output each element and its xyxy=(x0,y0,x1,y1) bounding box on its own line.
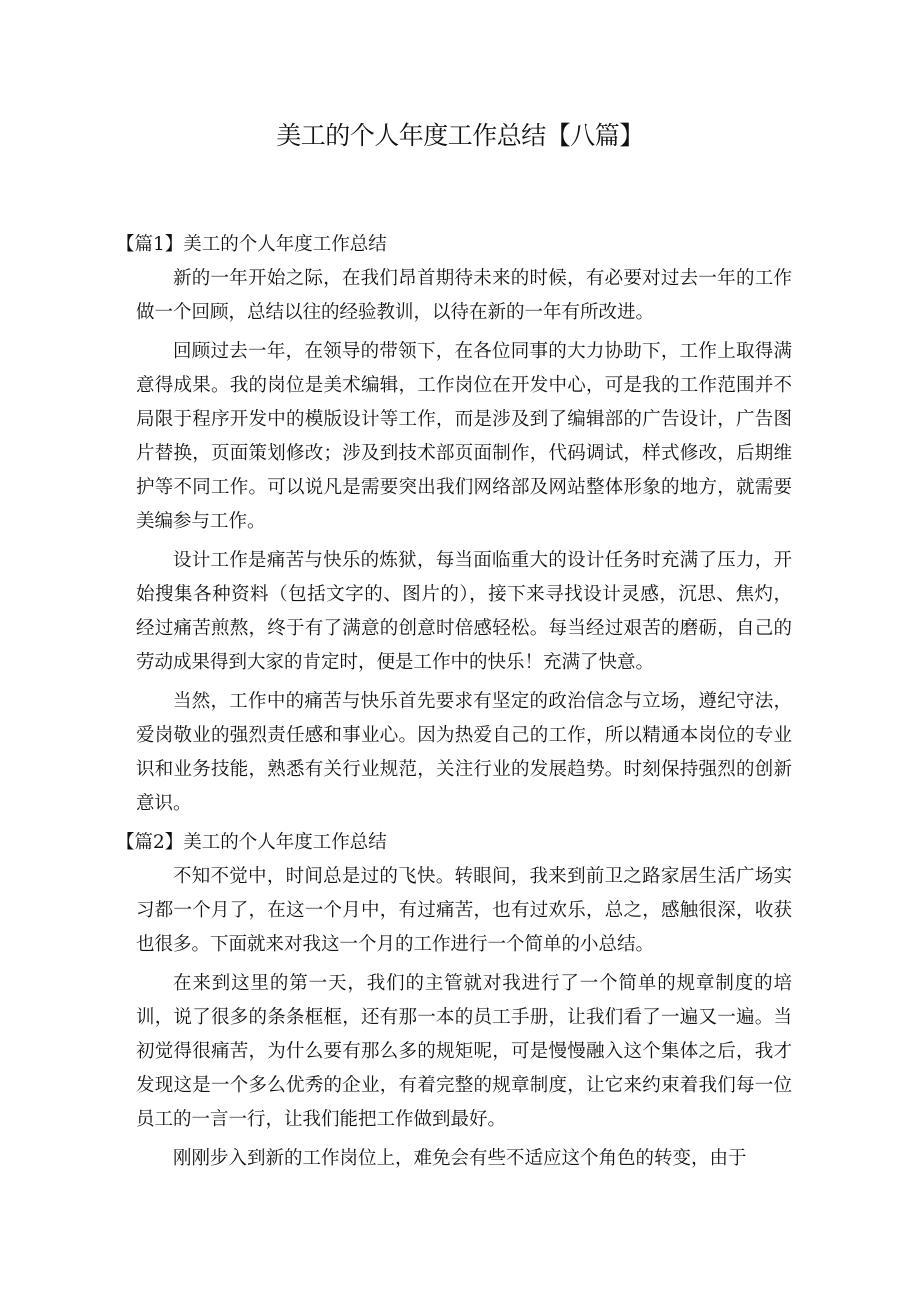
paragraph: 不知不觉中，时间总是过的飞快。转眼间，我来到前卫之路家居生活广场实习都一个月了，在这一个月中，有过痛苦，也有过欢乐，总之，感触很深，收获也很多。下面就来对我这一个月的工作进行一个简单的小总结。 xyxy=(136,866,792,955)
paragraph: 在来到这里的第一天，我们的主管就对我进行了一个简单的规章制度的培训，说了很多的条条框框，还有那一本的员工手册，让我们看了一遍又一遍。当初觉得很痛苦，为什么要有那么多的规矩呢，可是慢慢融入这个集体之后，我才发现这是一个多么优秀的企业，有着完整的规章制度，让它来约束着我们每一位员工的一言一行，让我们能把工作做到最好。 xyxy=(136,973,792,1130)
section-heading: 【篇1】美工的个人年度工作总结 xyxy=(116,234,387,255)
section-2 xyxy=(116,826,792,1176)
paragraph: 回顾过去一年，在领导的带领下，在各位同事的大力协助下，工作上取得满意得成果。我的岗位是美术编辑，工作岗位在开发中心，可是我的工作范围并不局限于程序开发中的模版设计等工作，而是涉及到了编辑部的广告设计，广告图片替换，页面策划修改；涉及到技术部页面制作，代码调试，样式修改，后期维护等不同工作。可以说凡是需要突出我们网络部及网站整体形象的地方，就需要美编参与工作。 xyxy=(136,341,792,532)
paragraph: 刚刚步入到新的工作岗位上，难免会有些不适应这个角色的转变，由于 xyxy=(173,1148,747,1169)
paragraph: 设计工作是痛苦与快乐的炼狱，每当面临重大的设计任务时充满了压力，开始搜集各种资料（包括文字的、图片的），接下来寻找设计灵感，沉思、焦灼，经过痛苦煎熬，终于有了满意的创意时倍感轻松。每当经过艰苦的磨砺，自己的劳动成果得到大家的肯定时，便是工作中的快乐！充满了快意。 xyxy=(136,550,792,673)
document-body xyxy=(116,228,792,1181)
paragraph: 新的一年开始之际，在我们昂首期待未来的时候，有必要对过去一年的工作做一个回顾，总结以往的经验教训，以待在新的一年有所改进。 xyxy=(136,268,792,323)
section-heading: 【篇2】美工的个人年度工作总结 xyxy=(116,832,387,853)
document-title: 美工的个人年度工作总结【八篇】 xyxy=(276,121,644,150)
paragraph: 当然，工作中的痛苦与快乐首先要求有坚定的政治信念与立场，遵纪守法，爱岗敬业的强烈责任感和事业心。因为热爱自己的工作，所以精通本岗位的专业识和业务技能，熟悉有关行业规范，关注行业的发展趋势。时刻保持强烈的创新意识。 xyxy=(136,691,792,814)
section-1 xyxy=(116,228,792,821)
